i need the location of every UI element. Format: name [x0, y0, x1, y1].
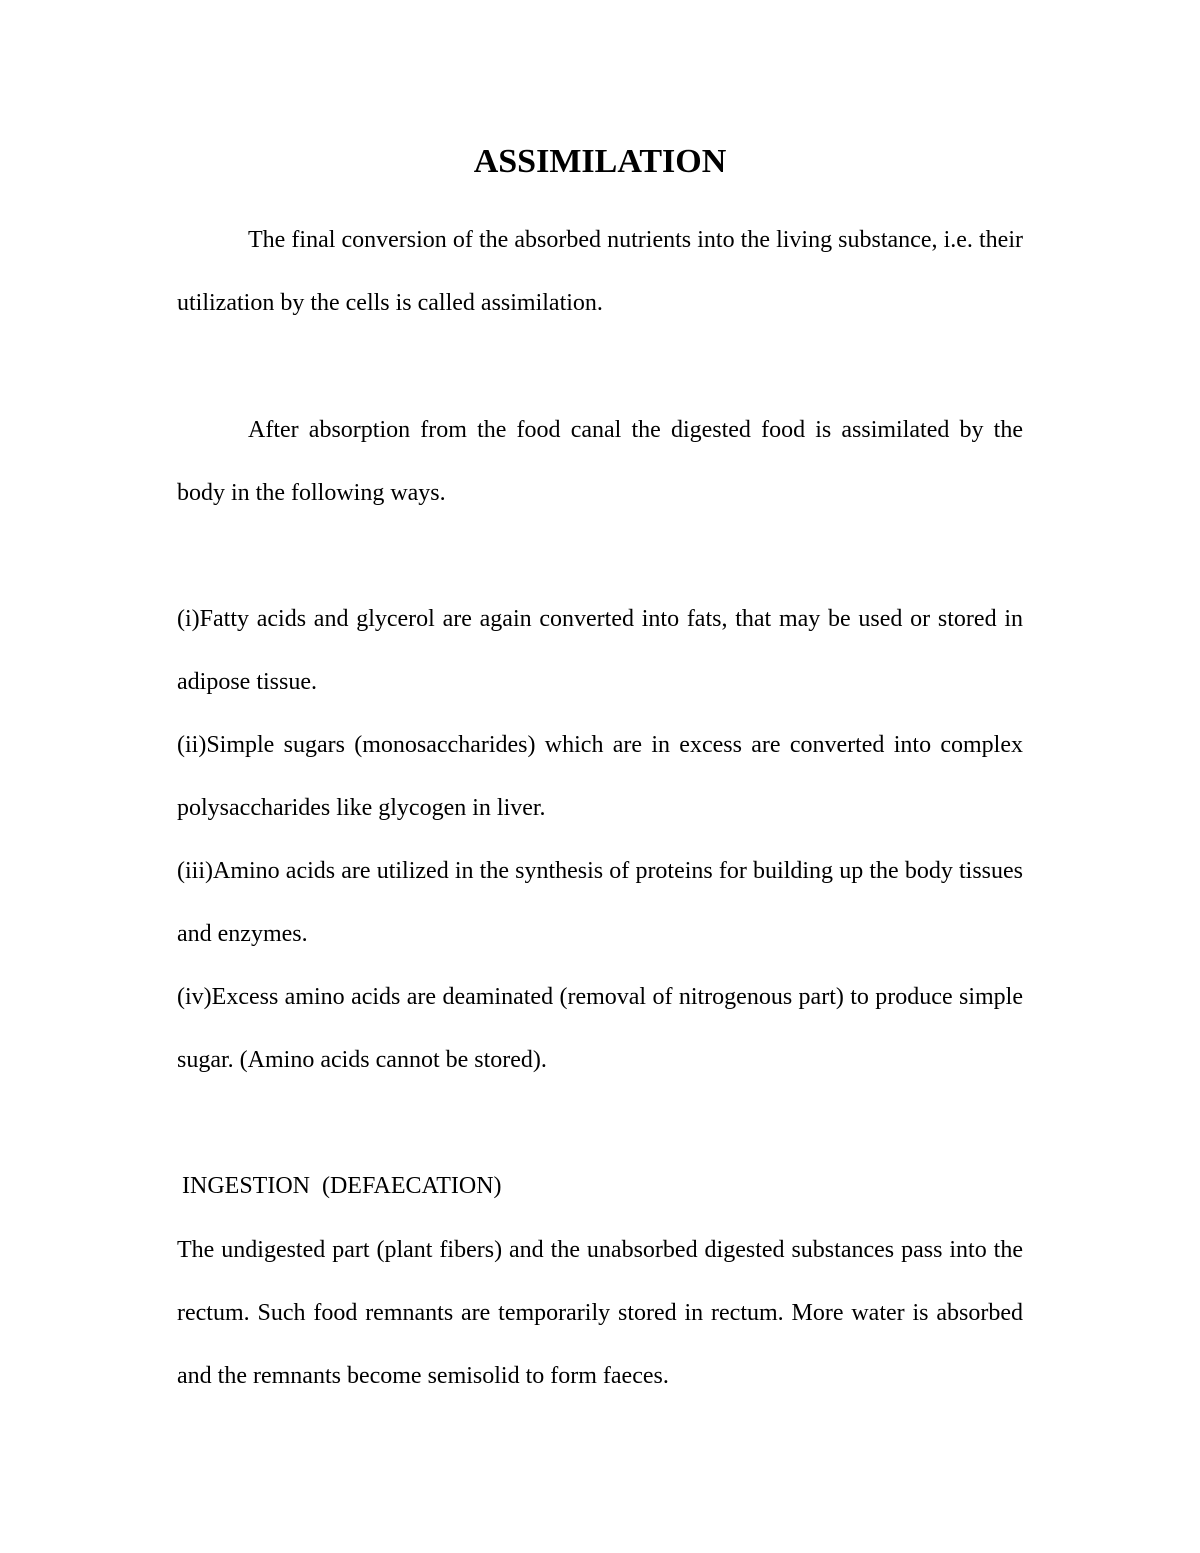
- paragraph-ingestion: The undigested part (plant fibers) and the unabsorbed digested substances pass into the rectum. Such food remnants are temporarily stored in rectum. More water is absorbed and the remnants become semisolid to form faeces.: [177, 1237, 1023, 1389]
- paragraph-definition: The final conversion of the absorbed nutrients into the living substance, i.e. their utilization by the cells is called assimilation.: [177, 227, 1023, 316]
- list-item-excess-amino-acids: (iv)Excess amino acids are deaminated (removal of nitrogenous part) to produce simple sugar. (Amino acids cannot be stored).: [177, 984, 1023, 1073]
- paragraph-intro: After absorption from the food canal the digested food is assimilated by the body in the following ways.: [177, 417, 1023, 506]
- list-item-amino-acids: (iii)Amino acids are utilized in the synthesis of proteins for building up the body tissues and enzymes.: [177, 858, 1023, 947]
- section-heading-ingestion: INGESTION (DEFAECATION): [182, 1173, 502, 1199]
- page-title: ASSIMILATION: [473, 143, 727, 180]
- list-item-simple-sugars: (ii)Simple sugars (monosaccharides) which are in excess are converted into complex polysaccharides like glycogen in liver.: [177, 732, 1023, 821]
- list-item-fatty-acids: (i)Fatty acids and glycerol are again converted into fats, that may be used or stored in adipose tissue.: [177, 606, 1023, 695]
